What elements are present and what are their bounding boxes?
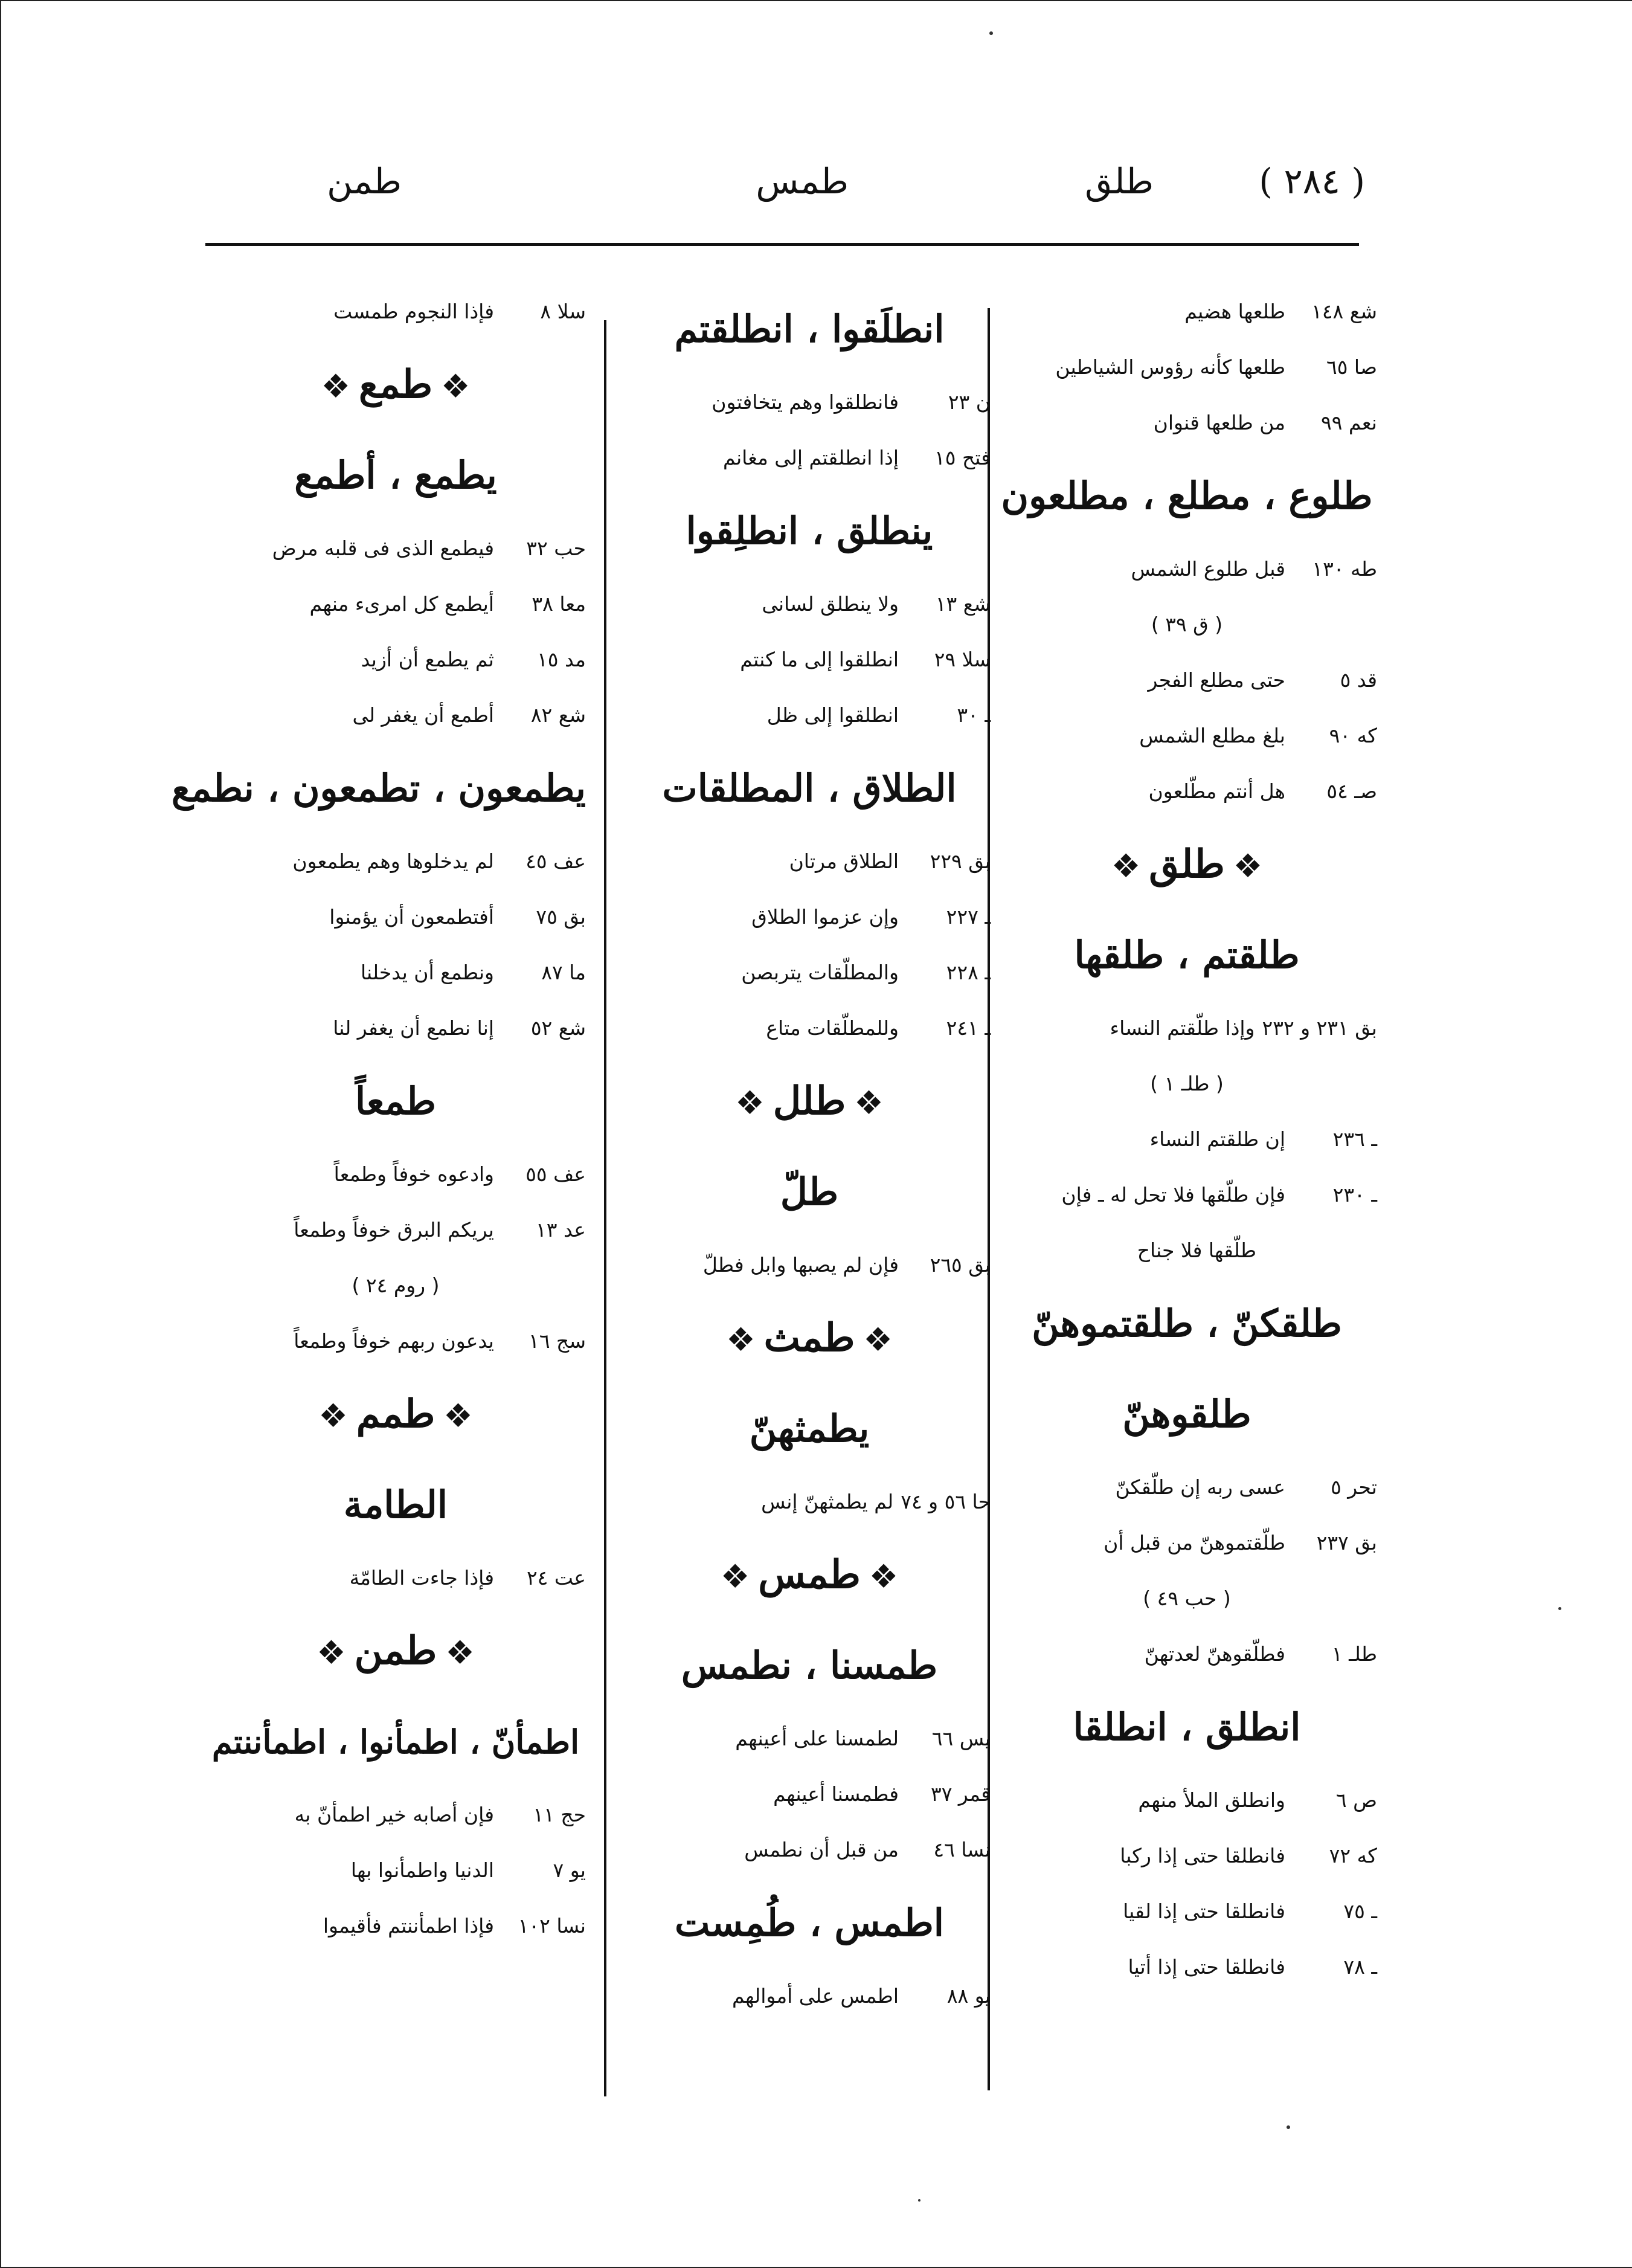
entry-line bbox=[205, 889, 586, 945]
entry-ref: كه ٧٢ bbox=[1329, 1844, 1377, 1867]
ornament-icon: ❖ bbox=[443, 1397, 473, 1435]
entry-ref: ـ ٢٣٠ bbox=[1332, 1183, 1377, 1206]
derived-form-heading: ينطلق ، انطلِقوا bbox=[686, 509, 933, 553]
ornament-icon: ❖ bbox=[735, 1084, 765, 1122]
entry-text: فطمسنا أعينهم bbox=[773, 1782, 899, 1806]
entry-text: فانطلقا حتى إذا أتيا bbox=[1128, 1955, 1285, 1979]
entry-ref: حب ٣٢ bbox=[526, 536, 586, 560]
entry-text: لطمسنا على أعينهم bbox=[735, 1727, 899, 1750]
entry-line bbox=[205, 1787, 586, 1843]
root-word: طمس bbox=[758, 1552, 861, 1597]
entry-line bbox=[628, 1822, 991, 1878]
entry-text: أطمع أن يغفر لى bbox=[352, 703, 494, 727]
entry-ref: ـ ٧٨ bbox=[1343, 1955, 1377, 1979]
entry-text: لم يطمثهنّ إنس bbox=[761, 1490, 894, 1513]
headword-left: طمن bbox=[327, 161, 402, 202]
entry-ref: قد ٥ bbox=[1340, 668, 1377, 692]
scan-speck bbox=[1287, 2125, 1290, 2129]
entry-ref: نعم ٩٩ bbox=[1320, 411, 1377, 434]
entry-line bbox=[205, 1000, 586, 1056]
entry-text: انطلقوا إلى ما كنتم bbox=[740, 648, 899, 671]
entry-line bbox=[997, 340, 1377, 395]
entry-line bbox=[997, 395, 1377, 451]
column-left bbox=[171, 284, 586, 1954]
entry-text: ثم يطمع أن أزيد bbox=[361, 648, 494, 671]
entry-text: فإن لم يصبها وابل فطلّ bbox=[702, 1253, 899, 1277]
entry-text: فانطلقوا وهم يتخافتون bbox=[712, 390, 899, 414]
entry-ref: طه ١٣٠ bbox=[1312, 557, 1377, 581]
entry-line bbox=[205, 284, 586, 340]
root-heading bbox=[628, 1293, 991, 1384]
cross-reference: ( حب ٤٩ ) bbox=[1143, 1587, 1231, 1610]
entry-ref: عت ٢٤ bbox=[526, 1566, 586, 1590]
entry-ref: بق ٢٦٥ bbox=[930, 1253, 991, 1277]
entry-text: فإذا جاءت الطامّة bbox=[349, 1566, 494, 1590]
scan-speck bbox=[1558, 1607, 1561, 1610]
derived-form-heading: انطلق ، انطلقا bbox=[1073, 1705, 1301, 1749]
scan-speck bbox=[918, 2199, 920, 2202]
entry-ref: معا ٣٨ bbox=[532, 592, 586, 616]
root-heading bbox=[205, 340, 586, 430]
root-heading bbox=[628, 1056, 991, 1147]
entry-ref: فتح ١٥ bbox=[934, 446, 991, 469]
header-rule bbox=[205, 243, 1359, 246]
entry-line bbox=[205, 632, 586, 688]
entry-ref: ـ ٣٠ bbox=[957, 703, 991, 727]
entry-ref: ما ٨٧ bbox=[541, 961, 586, 984]
entry-ref: عف ٤٥ bbox=[525, 849, 586, 873]
entry-ref: بق ٧٥ bbox=[536, 905, 586, 929]
ornament-icon: ❖ bbox=[445, 1634, 475, 1672]
column-divider-left bbox=[604, 320, 606, 2096]
entry-ref: بق ٢٣٧ bbox=[1316, 1531, 1377, 1554]
ornament-icon: ❖ bbox=[1233, 847, 1263, 885]
entry-ref: قمر ٣٧ bbox=[930, 1782, 991, 1806]
entry-line bbox=[628, 1968, 991, 2024]
entry-ref: سلا ٢٩ bbox=[934, 648, 991, 671]
entry-ref: بق ٢٣١ و ٢٣٢ bbox=[1262, 1016, 1377, 1040]
entry-line bbox=[205, 1843, 586, 1898]
entry-line bbox=[205, 945, 586, 1000]
headword-right: طلق bbox=[1085, 161, 1154, 202]
entry-line bbox=[997, 1773, 1377, 1828]
entry-ref: ـ ٢٣٦ bbox=[1332, 1127, 1377, 1151]
entry-line bbox=[205, 1550, 586, 1606]
entry-text: يدعون ربهم خوفاً وطمعاً bbox=[294, 1329, 494, 1353]
page-header bbox=[205, 154, 1365, 221]
entry-line bbox=[628, 889, 991, 945]
entry-text: إذا انطلقتم إلى مغانم bbox=[723, 446, 899, 469]
derived-form-heading: اطمأنّ ، اطمأنوا ، اطمأننتم bbox=[211, 1722, 580, 1761]
headword-middle: طمس bbox=[756, 161, 849, 202]
root-heading bbox=[628, 1530, 991, 1620]
entry-line bbox=[205, 576, 586, 632]
entry-line bbox=[997, 1515, 1377, 1571]
entry-ref: ـ ٢٢٧ bbox=[946, 905, 991, 929]
entry-ref: حا ٥٦ و ٧٤ bbox=[901, 1490, 991, 1513]
entry-text: الطلاق مرتان bbox=[789, 849, 899, 873]
entry-text: أفتطمعون أن يؤمنوا bbox=[329, 905, 494, 929]
entry-text: من قبل أن نطمس bbox=[744, 1838, 899, 1861]
entry-line bbox=[997, 1939, 1377, 1995]
entry-text: فطلّقوهنّ لعدتهنّ bbox=[1144, 1642, 1285, 1666]
entry-ref: تحر ٥ bbox=[1331, 1475, 1377, 1499]
entry-line bbox=[628, 1474, 991, 1530]
ornament-icon: ❖ bbox=[318, 1397, 348, 1435]
entry-text: وإن عزموا الطلاق bbox=[751, 905, 899, 929]
entry-line bbox=[997, 1884, 1377, 1939]
entry-ref: كه ٩٠ bbox=[1329, 724, 1377, 747]
entry-text: ونطمع أن يدخلنا bbox=[360, 961, 494, 984]
entry-text: الدنيا واطمأنوا بها bbox=[350, 1858, 494, 1882]
entry-text: اطمس على أموالهم bbox=[732, 1984, 899, 2008]
ornament-icon: ❖ bbox=[869, 1558, 899, 1596]
ornament-icon: ❖ bbox=[1111, 847, 1141, 885]
derived-form-heading: طمعاً bbox=[355, 1079, 436, 1123]
entry-ref: شع ١٣ bbox=[935, 592, 991, 616]
derived-form-heading: يطمعون ، تطمعون ، نطمع bbox=[171, 766, 586, 810]
entry-ref: حج ١١ bbox=[533, 1803, 586, 1826]
entry-line bbox=[628, 1000, 991, 1056]
entry-ref: مد ١٥ bbox=[537, 648, 586, 671]
entry-ref: ـ ٧٥ bbox=[1343, 1899, 1377, 1923]
cross-reference: ( ق ٣٩ ) bbox=[1151, 613, 1223, 636]
entry-text: والمطلّقات يتربصن bbox=[741, 961, 899, 984]
root-word: طمع bbox=[359, 362, 432, 407]
entry-ref: عد ١٣ bbox=[536, 1218, 586, 1242]
entry-line bbox=[628, 1767, 991, 1822]
entry-text: قبل طلوع الشمس bbox=[1131, 557, 1285, 581]
entry-ref: نسا ١٠٢ bbox=[518, 1914, 586, 1938]
entry-line bbox=[205, 1202, 586, 1258]
entry-line bbox=[997, 284, 1377, 340]
root-word: طلل bbox=[773, 1078, 846, 1124]
entry-text: ولا ينطلق لسانى bbox=[762, 592, 899, 616]
entry-text: من طلعها قنوان bbox=[1153, 411, 1285, 434]
derived-form-heading: طلّ bbox=[780, 1170, 839, 1214]
entry-line bbox=[628, 430, 991, 486]
root-heading bbox=[205, 1369, 586, 1460]
entry-ref: يس ٦٦ bbox=[931, 1727, 991, 1750]
entry-ref: ن ٢٣ bbox=[948, 390, 991, 414]
entry-text: هل أنتم مطّلعون bbox=[1148, 779, 1285, 803]
entry-text: بلغ مطلع الشمس bbox=[1139, 724, 1285, 747]
ornament-icon: ❖ bbox=[726, 1321, 756, 1359]
ornament-icon: ❖ bbox=[441, 367, 471, 405]
entry-text: أيطمع كل امرىء منهم bbox=[309, 592, 494, 616]
entry-line bbox=[997, 1626, 1377, 1682]
entry-text: انطلقوا إلى ظل bbox=[766, 703, 899, 727]
entry-text: فيطمع الذى فى قلبه مرض bbox=[272, 536, 494, 560]
root-word: طمم bbox=[356, 1391, 435, 1437]
root-word: طمث bbox=[763, 1315, 855, 1361]
entry-line bbox=[997, 764, 1377, 819]
entry-ref: عف ٥٥ bbox=[525, 1162, 586, 1186]
derived-form-heading: يطمثهنّ bbox=[749, 1406, 870, 1451]
entry-text: فإذا اطمأننتم فأقيموا bbox=[323, 1914, 494, 1938]
entry-text: فانطلقا حتى إذا ركبا bbox=[1120, 1844, 1285, 1867]
derived-form-heading: طلقوهنّ bbox=[1122, 1392, 1251, 1436]
entry-ref: صـ ٥٤ bbox=[1326, 779, 1377, 803]
ornament-icon: ❖ bbox=[863, 1321, 893, 1359]
entry-ref: طلـ ١ bbox=[1331, 1642, 1377, 1666]
entry-line bbox=[628, 576, 991, 632]
entry-text: حتى مطلع الفجر bbox=[1148, 668, 1285, 692]
derived-form-heading: طلقكنّ ، طلقتموهنّ bbox=[1032, 1301, 1342, 1345]
entry-text: فانطلقا حتى إذا لقيا bbox=[1123, 1899, 1285, 1923]
derived-form-heading: طلقتم ، طلقها bbox=[1074, 933, 1300, 977]
entry-line bbox=[997, 1460, 1377, 1515]
entry-text: إنا نطمع أن يغفر لنا bbox=[333, 1016, 494, 1040]
entry-text: فإذا النجوم طمست bbox=[333, 300, 494, 323]
entry-line bbox=[628, 688, 991, 743]
entry-text: وإذا طلّقتم النساء bbox=[1110, 1016, 1255, 1040]
entry-text: يريكم البرق خوفاً وطمعاً bbox=[294, 1218, 494, 1242]
column-middle bbox=[628, 284, 991, 2024]
entry-ref: سج ١٦ bbox=[528, 1329, 586, 1353]
ornament-icon: ❖ bbox=[720, 1558, 750, 1596]
derived-form-heading: اطمس ، طُمِست bbox=[674, 1901, 945, 1945]
entry-line bbox=[628, 1237, 991, 1293]
derived-form-heading: انطلَقوا ، انطلقتم bbox=[674, 307, 945, 351]
entry-line bbox=[205, 1898, 586, 1954]
root-heading bbox=[205, 1606, 586, 1696]
entry-line bbox=[997, 1167, 1377, 1223]
entry-text: طلعها كأنه رؤوس الشياطين bbox=[1055, 355, 1285, 379]
column-right bbox=[997, 284, 1377, 1995]
entry-line bbox=[997, 708, 1377, 764]
root-word: طلق bbox=[1149, 842, 1225, 887]
entry-line bbox=[628, 375, 991, 430]
entry-ref: شع ٥٢ bbox=[530, 1016, 586, 1040]
entry-text: إن طلقتم النساء bbox=[1149, 1127, 1285, 1151]
entry-ref: شع ١٤٨ bbox=[1311, 300, 1377, 323]
entry-ref: نسا ٤٦ bbox=[933, 1838, 991, 1861]
entry-line bbox=[628, 632, 991, 688]
entry-line bbox=[997, 652, 1377, 708]
entry-text: فإن طلّقها فلا تحل له ـ فإن bbox=[1061, 1183, 1285, 1206]
entry-line bbox=[997, 1112, 1377, 1167]
ornament-icon: ❖ bbox=[321, 367, 350, 405]
entry-text: وانطلق الملأ منهم bbox=[1138, 1788, 1285, 1812]
entry-line bbox=[628, 945, 991, 1000]
entry-text: لم يدخلوها وهم يطمعون bbox=[292, 849, 494, 873]
derived-form-heading: يطمع ، أطمع bbox=[294, 453, 497, 497]
derived-form-heading: الطلاق ، المطلقات bbox=[662, 766, 957, 810]
entry-text: طلعها هضيم bbox=[1184, 300, 1285, 323]
entry-ref: ص ٦ bbox=[1335, 1788, 1377, 1812]
cross-reference: ( طلـ ١ ) bbox=[1150, 1072, 1224, 1095]
entry-continuation: طلّقها فلا جناح bbox=[1137, 1239, 1256, 1262]
entry-ref: شع ٨٢ bbox=[530, 703, 586, 727]
entry-line bbox=[205, 1147, 586, 1202]
root-heading bbox=[997, 819, 1377, 910]
entry-ref: يو ٧ bbox=[553, 1858, 586, 1882]
cross-reference: ( روم ٢٤ ) bbox=[352, 1274, 440, 1297]
derived-form-heading: طلوع ، مطلع ، مطلعون bbox=[1001, 474, 1373, 518]
ornament-icon: ❖ bbox=[854, 1084, 884, 1122]
entry-text: وادعوه خوفاً وطمعاً bbox=[333, 1162, 494, 1186]
entry-line bbox=[205, 688, 586, 743]
entry-text: عسى ربه إن طلّقكنّ bbox=[1115, 1475, 1285, 1499]
entry-line bbox=[997, 541, 1377, 597]
ornament-icon: ❖ bbox=[316, 1634, 346, 1672]
root-word: طمن bbox=[354, 1628, 437, 1674]
entry-line bbox=[205, 834, 586, 889]
entry-ref: ـ ٢٤١ bbox=[946, 1016, 991, 1040]
entry-ref: صا ٦٥ bbox=[1326, 355, 1377, 379]
derived-form-heading: طمسنا ، نطمس bbox=[681, 1643, 938, 1687]
entry-ref: سلا ٨ bbox=[540, 300, 586, 323]
entry-line bbox=[205, 1313, 586, 1369]
entry-text: وللمطلّقات متاع bbox=[766, 1016, 899, 1040]
entry-text: طلّقتموهنّ من قبل أن bbox=[1104, 1531, 1285, 1554]
entry-line bbox=[997, 1828, 1377, 1884]
entry-ref: ـ ٢٢٨ bbox=[946, 961, 991, 984]
entry-line bbox=[205, 521, 586, 576]
page-number: ( ٢٨٤ ) bbox=[1259, 161, 1365, 202]
entry-line bbox=[628, 1711, 991, 1767]
entry-text: فإن أصابه خير اطمأنّ به bbox=[294, 1803, 494, 1826]
entry-ref: يو ٨٨ bbox=[946, 1984, 991, 2008]
entry-line bbox=[997, 1000, 1377, 1056]
entry-line bbox=[628, 834, 991, 889]
derived-form-heading: الطامة bbox=[343, 1483, 448, 1527]
entry-ref: بق ٢٢٩ bbox=[930, 849, 991, 873]
scan-speck bbox=[989, 31, 993, 35]
